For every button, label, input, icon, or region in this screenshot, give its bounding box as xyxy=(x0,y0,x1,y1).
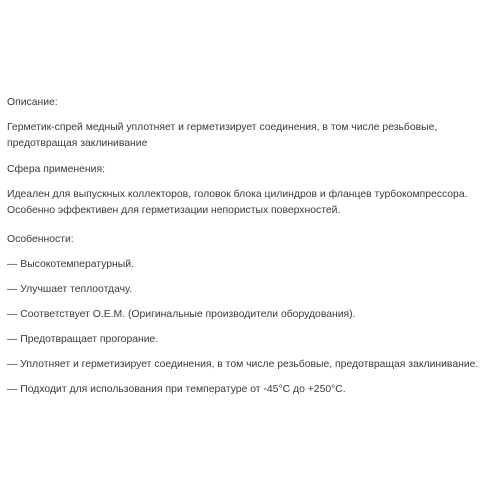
description-heading: Описание: xyxy=(7,97,58,108)
feature-item: — Улучшает теплоотдачу. xyxy=(7,284,133,295)
features-heading: Особенности: xyxy=(7,234,74,245)
application-text: Идеален для выпускных коллекторов, головок блока цилиндров и фланцев турбокомпрессора. Особенно эффективен для герметизации непористых поверхностей. xyxy=(7,189,468,216)
feature-item: — Предотвращает прогорание. xyxy=(7,334,159,345)
application-heading: Сфера применения: xyxy=(7,164,105,175)
feature-item: — Подходит для использования при температуре от -45°C до +250°C. xyxy=(7,384,346,395)
feature-item: — Высокотемпературный. xyxy=(7,259,134,270)
description-text: Герметик-спрей медный уплотняет и герметизирует соединения, в том числе резьбовые, предотвращая заклинивание xyxy=(7,122,438,149)
feature-item: — Соответствует O.E.M. (Оригинальные производители оборудования). xyxy=(7,309,356,320)
feature-item: — Уплотняет и герметизирует соединения, в том числе резьбовые, предотвращая заклинивание. xyxy=(7,359,479,370)
features-list xyxy=(7,258,497,397)
product-description xyxy=(7,96,497,397)
